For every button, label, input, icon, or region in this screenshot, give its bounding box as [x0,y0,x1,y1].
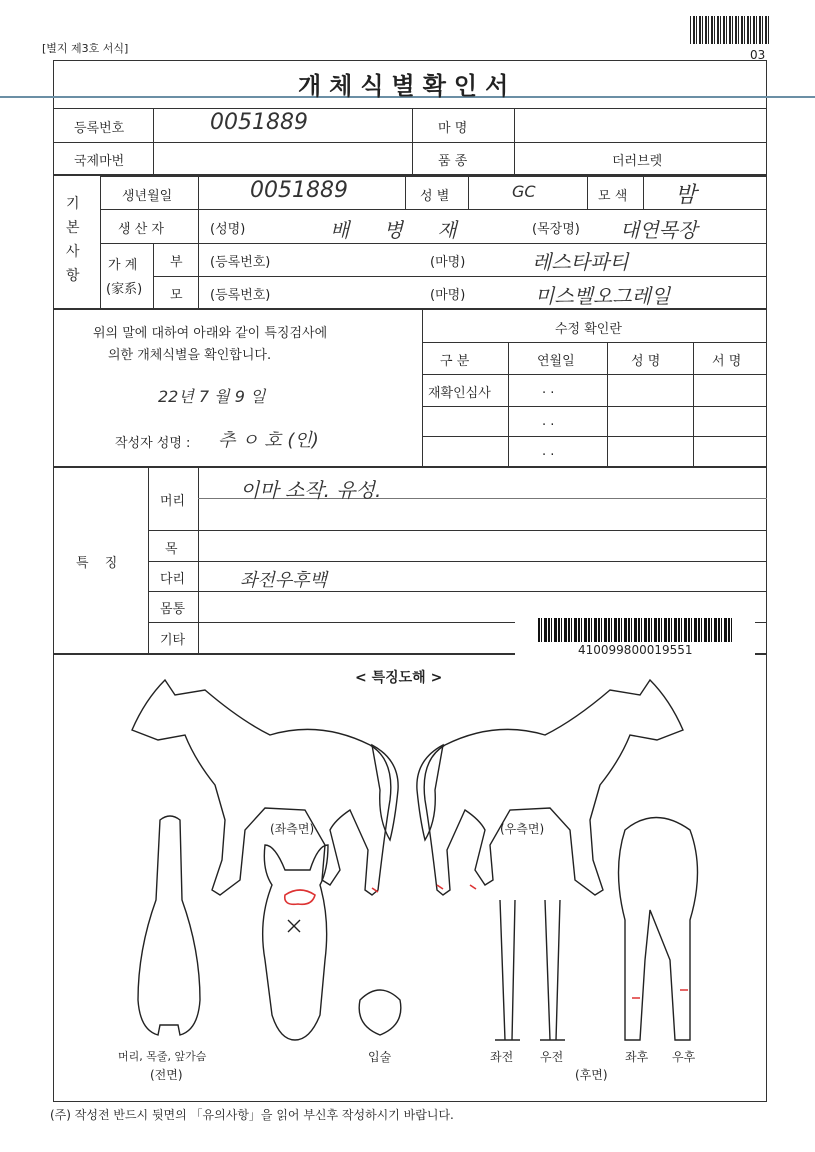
hind-left-label: 좌후 [625,1050,649,1064]
author-value: 추 ㅇ 호 (인) [218,430,319,451]
sire-label: 부 [170,255,183,270]
birth-label: 생년월일 [122,189,173,204]
dam-name-field: (마명) [430,288,466,303]
sire-name-field: (마명) [430,255,466,270]
front-legs-outline [495,900,565,1040]
confirm-date: 22년 7 월 9 일 [158,387,266,406]
revision-row1-label: 재확인심사 [428,386,491,401]
revision-col-name: 성 명 [631,354,661,369]
lineage-label: 가 계 [108,258,138,273]
sire-reg-field: (등록번호) [210,255,271,270]
confirm-text-2: 의한 개체식별을 확인합니다. [108,348,272,363]
breed-value: 더러브렛 [612,154,663,169]
sire-name: 레스타파티 [532,250,629,274]
intl-name-label: 국제마번 [74,154,125,169]
form-label: [별지 제3호 서식] [42,42,129,55]
basic-info-label: 기본사항 [66,196,80,284]
rear-label: (후면) [575,1068,608,1082]
dam-label: 모 [170,288,183,303]
sex-label: 성 별 [420,189,450,204]
footer-note: (주) 작성전 반드시 뒷면의 「유의사항」을 읽어 부신후 작성하시기 바랍니다. [50,1108,454,1122]
page-number: 03 [750,48,766,62]
farm-label: (목장명) [532,222,580,237]
reg-no-label: 등록번호 [74,121,125,136]
head-cross-mark [288,920,300,932]
left-side-label: (좌측면) [270,822,315,836]
producer-label: 생 산 자 [118,222,164,237]
lineage-hanja: (家系) [106,282,143,297]
page-title: 개체식별확인서 [298,72,517,100]
producer-name-label: (성명) [210,222,246,237]
producer-name-value: 배 병 재 [330,218,471,242]
other-label: 기타 [160,633,186,648]
lips-outline [359,990,401,1035]
dam-reg-field: (등록번호) [210,288,271,303]
revision-col-date: 연월일 [537,354,575,369]
reg-no-value: 0051889 [210,110,308,135]
leg-markings-red [372,885,688,998]
dam-name: 미스벨오그레일 [535,284,671,308]
revision-col-category: 구 분 [440,354,470,369]
lips-label: 입술 [368,1050,392,1064]
leg-label: 다리 [160,572,186,587]
barcode-number: 410099800019551 [578,643,693,657]
revision-date-1: . . [542,382,555,397]
head-marking-red [285,890,315,904]
revision-date-3: . . [542,444,555,459]
diagram-title: < 특징도해 > [355,670,443,686]
front-chest-outline [138,816,200,1035]
features-label: 특 징 [76,556,124,571]
revision-title: 수정 확인란 [555,322,622,337]
hind-right-label: 우후 [672,1050,696,1064]
coat-value: 밤 [675,183,697,208]
revision-date-2: . . [542,414,555,429]
coat-label: 모 색 [598,189,628,204]
breed-label: 품 종 [438,154,468,169]
head-label: 머리 [160,494,186,509]
front-right-label: 우전 [540,1050,564,1064]
sex-value: GC [512,182,536,201]
left-horse-outline [132,680,391,895]
front-caption: 머리, 목줄, 앞가슴 [118,1050,207,1063]
neck-label: 목 [165,542,178,557]
birth-value: 0051889 [250,178,348,203]
leg-value: 좌전우후백 [240,570,327,591]
right-side-label: (우측면) [500,822,545,836]
head-value: 이마 소작. 유성. [240,478,382,502]
right-horse-outline [424,680,683,895]
author-label: 작성자 성명 : [115,436,191,451]
farm-value: 대연목장 [620,218,698,242]
front-label: (전면) [150,1068,183,1082]
front-left-label: 좌전 [490,1050,514,1064]
rear-view-outline [619,818,698,1041]
horse-name-label: 마 명 [438,121,468,136]
head-front-outline [263,845,328,1040]
left-horse-tail [372,745,398,840]
revision-col-sign: 서 명 [712,354,742,369]
right-horse-tail [417,745,443,840]
confirm-text-1: 위의 말에 대하여 아래와 같이 특징검사에 [93,326,328,341]
body-label: 몸통 [160,602,186,617]
